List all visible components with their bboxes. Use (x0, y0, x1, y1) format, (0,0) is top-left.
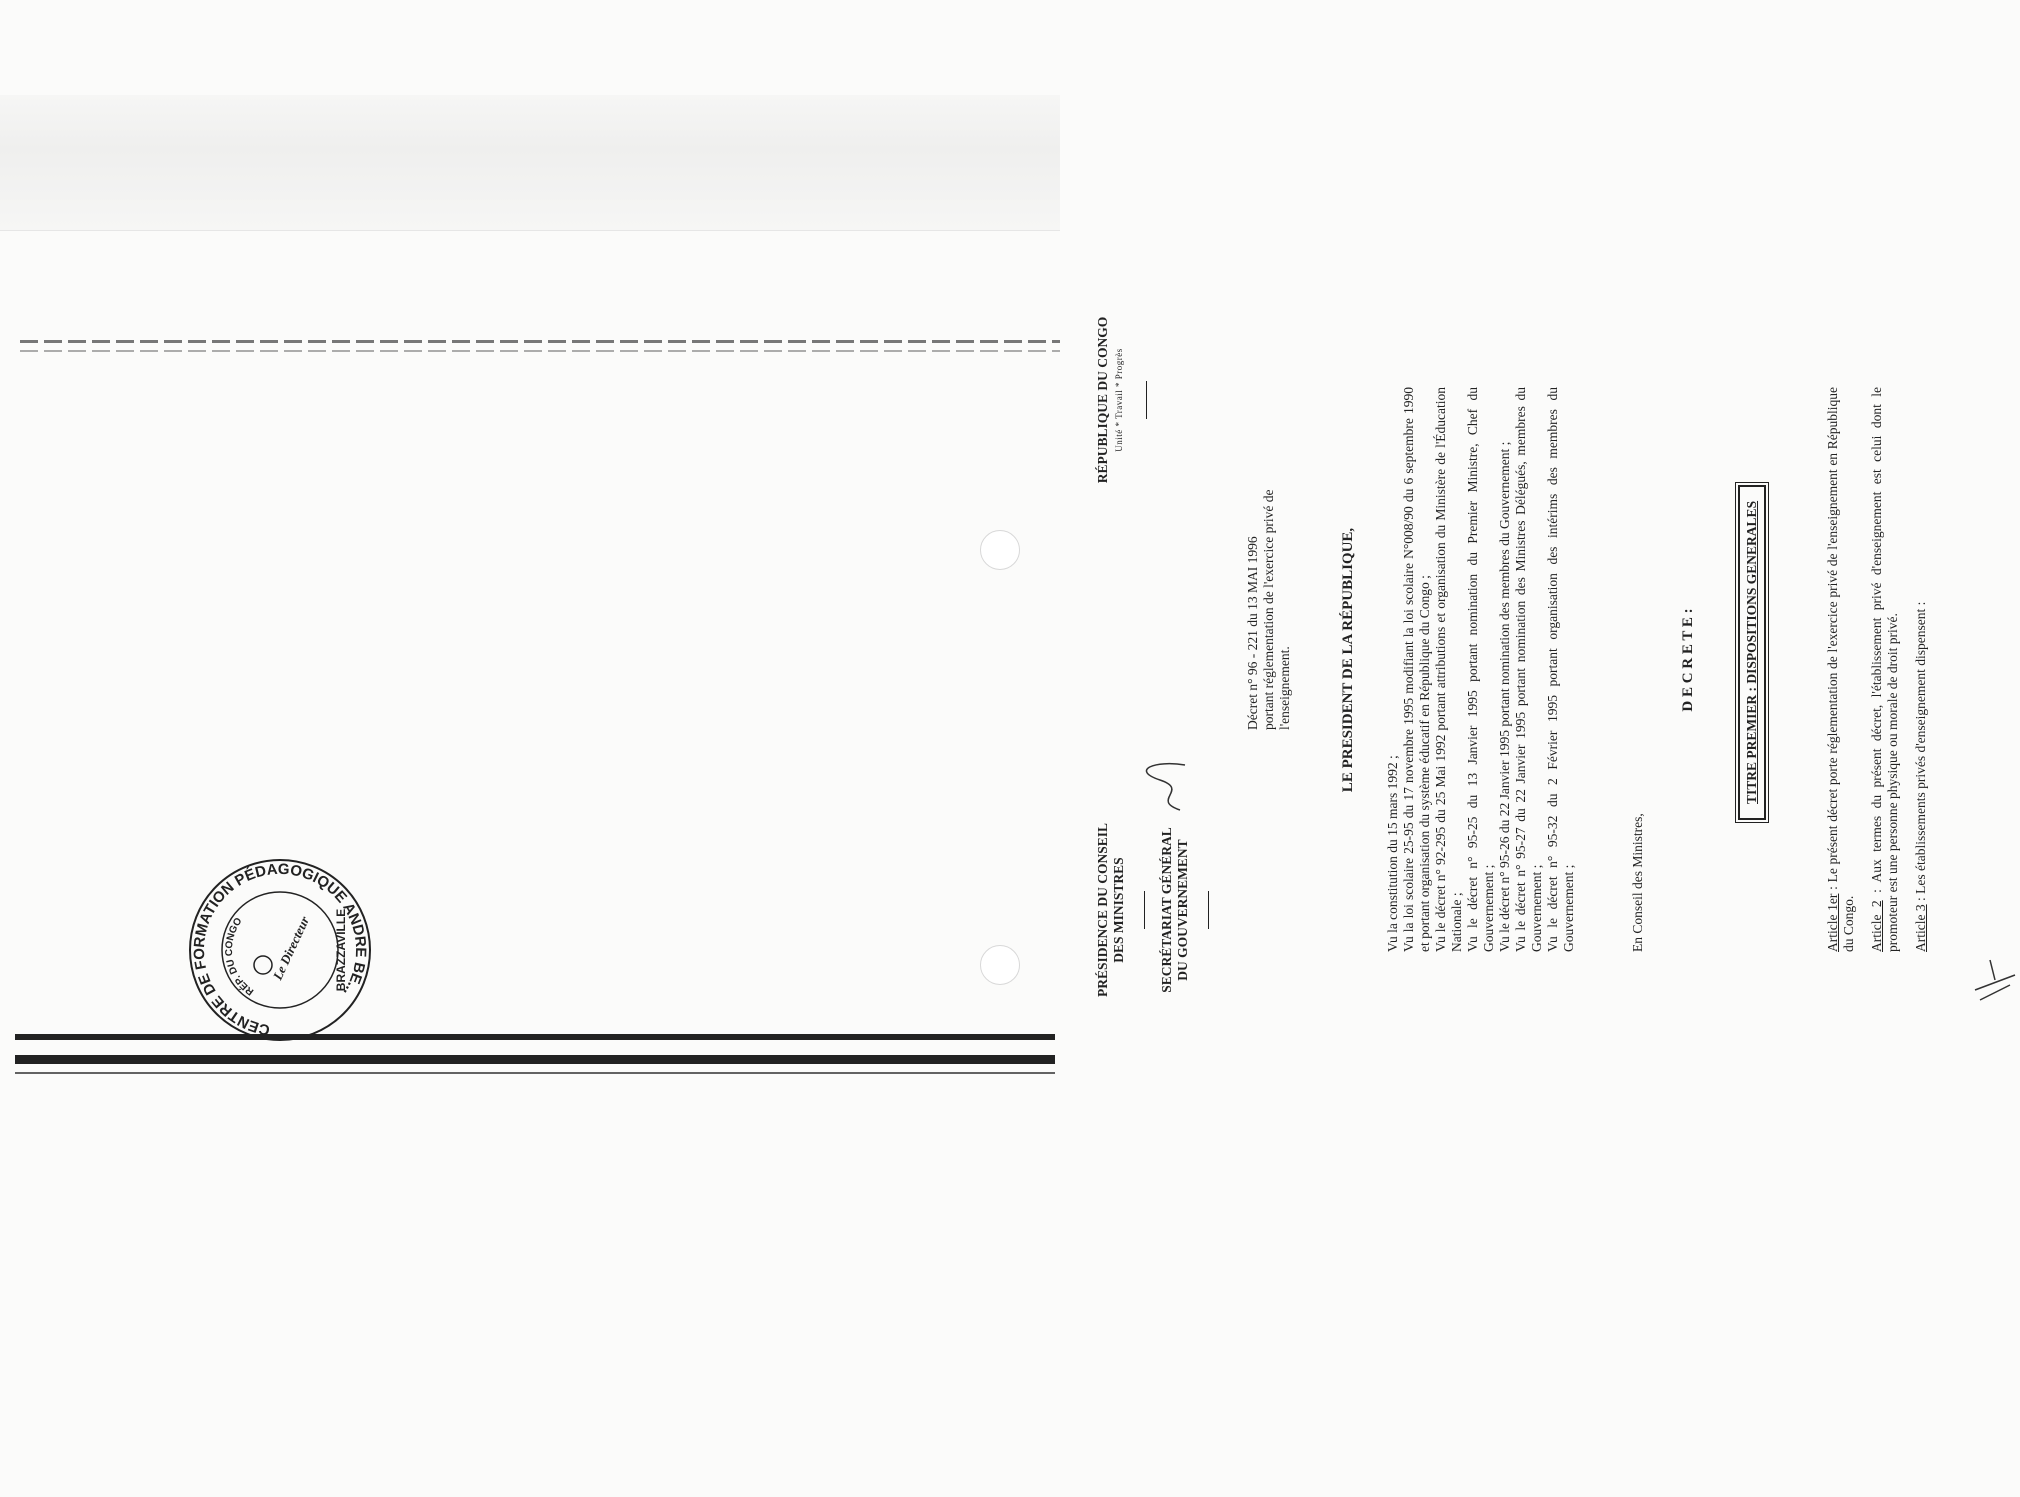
separator (1208, 891, 1209, 929)
right-header (1095, 280, 1151, 520)
article-label: Article 2 (1869, 900, 1884, 952)
stamp-emblem-icon (254, 956, 272, 974)
titre-premier-box: TITRE PREMIER : DISPOSITIONS GENERALES (1738, 485, 1766, 820)
org-secretariat: SECRÉTARIAT GÉNÉRAL (1159, 827, 1174, 993)
stamp-ring-text: CENTRE DE FORMATION PÉDAGOGIQUE ANDRE BE... (190, 860, 370, 1039)
consideration-item: Vu le décret n° 95-27 du 22 Janvier 1995 portant nomination des Ministres Délégués, membres du Gouvernement ; (1513, 387, 1544, 952)
consideration-item: Vu la loi scolaire 25-95 du 17 novembre 1995 modifiant la loi scolaire N°008/90 du 6 septembre 1990 et portant organisation du système éducatif en République du Congo ; (1401, 387, 1432, 952)
article-label: Article 3 (1913, 904, 1928, 952)
org-gouvernement: DU GOUVERNEMENT (1175, 839, 1190, 981)
left-header (1095, 780, 1219, 1040)
document-body (1040, 280, 2020, 1040)
titre-premier (1738, 485, 1766, 820)
scan-dashed-line (20, 350, 1060, 352)
binding-bar (15, 1072, 1055, 1074)
svg-text:RÉP. DU CONGO (224, 916, 256, 997)
consideration-item: Vu le décret n° 95-32 du 2 Février 1995 portant organisation des intérims des membres du Gouvernement ; (1545, 387, 1576, 952)
decree-heading (1245, 310, 1293, 730)
article-text: : Les établissements privés d'enseignement dispensent : (1913, 601, 1928, 905)
article-text: : Aux termes du présent décret, l'établissement privé d'enseignement est celui dont le promoteur est une personne physique ou morale de droit privé. (1869, 387, 1900, 952)
punch-hole (980, 945, 1020, 985)
consideration-item: Vu la constitution du 15 mars 1992 ; (1385, 755, 1400, 952)
scan-artifact-band (0, 95, 1060, 231)
consideration-item: Vu le décret n° 95-26 du 22 Janvier 1995 portant nomination des membres du Gouvernement ; (1497, 441, 1512, 952)
org-ministres: DES MINISTRES (1111, 857, 1126, 963)
president-heading: LE PRESIDENT DE LA RÉPUBLIQUE, (1340, 527, 1356, 793)
article-3 (1913, 387, 1929, 952)
council-line: En Conseil des Ministres, (1630, 813, 1645, 952)
separator (1146, 381, 1147, 419)
org-presidence: PRÉSIDENCE DU CONSEIL (1095, 822, 1110, 998)
article-label: Article 1er (1825, 893, 1840, 952)
punch-hole (980, 530, 1020, 570)
country-name: RÉPUBLIQUE DU CONGO (1095, 316, 1110, 484)
articles (1825, 387, 1929, 952)
considerations (1385, 387, 1577, 952)
decrete-heading: D E C R E T E : (1680, 608, 1696, 712)
binding-bar (15, 1034, 1055, 1040)
official-stamp (185, 855, 375, 1045)
stamp-center-text: Le Directeur (269, 914, 313, 983)
article-1 (1825, 387, 1857, 952)
article-text: : Le présent décret porte réglementation de l'exercice privé de l'enseignement en République du Congo. (1825, 386, 1856, 952)
decree-number: Décret n° 96 - 221 du 13 MAI 1996 (1245, 536, 1260, 730)
consideration-item: Vu le décret n° 92-295 du 25 Mai 1992 portant attributions et organisation du Ministère de l'Éducation Nationale ; (1433, 387, 1464, 952)
stamp-city: BRAZZAVILLE (334, 908, 348, 992)
decree-subject-line-2: l'enseignement. (1277, 646, 1292, 730)
scan-dashed-line (20, 340, 1060, 343)
signature-mark (1140, 755, 1200, 815)
initials-mark (1970, 955, 2020, 1005)
stamp-inner-text: RÉP. DU CONGO (223, 916, 257, 998)
consideration-item: Vu le décret n° 95-25 du 13 Janvier 1995 portant nomination du Premier Ministre, Chef du Gouvernement ; (1465, 387, 1496, 952)
binding-bar (15, 1055, 1055, 1064)
article-2 (1869, 387, 1901, 952)
separator (1144, 891, 1145, 929)
country-motto: Unité * Travail * Progrès (1114, 348, 1124, 452)
decree-subject-line-1: portant réglementation de l'exercice privé de (1261, 489, 1276, 730)
